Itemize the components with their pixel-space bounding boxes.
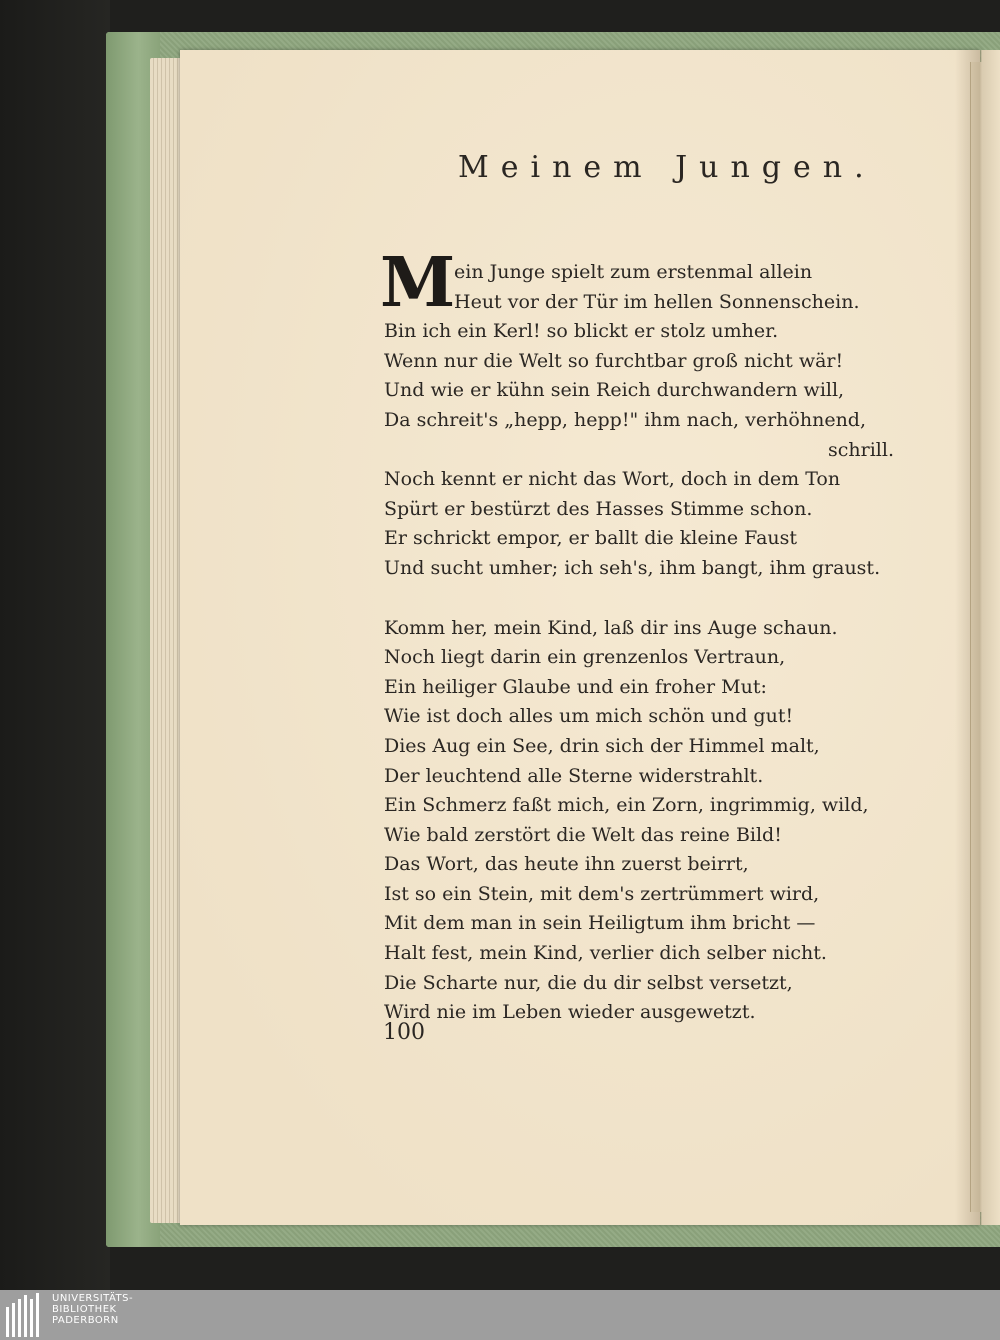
logo-line: BIBLIOTHEK [52,1304,117,1315]
poem-line: Spürt er bestürzt des Hasses Stimme schon. [384,497,813,520]
page-number: 100 [383,1020,425,1045]
poem-line: Heut vor der Tür im hellen Sonnenschein. [454,290,860,313]
poem-line: Ein Schmerz faßt mich, ein Zorn, ingrimmig, wild, [384,794,869,817]
poem-line: Wenn nur die Welt so furchtbar groß nicht wär! [384,349,844,372]
poem-line: Die Scharte nur, die du dir selbst versetzt, [384,971,793,994]
library-logo-icon [6,1293,46,1337]
poem-line: Dies Aug ein See, drin sich der Himmel malt, [384,734,820,757]
poem-line: Ein heiliger Glaube und ein froher Mut: [384,675,767,698]
poem-line: Komm her, mein Kind, laß dir ins Auge schaun. [384,616,838,639]
background [0,0,110,1290]
poem-line: Da schreit's „hepp, hepp!" ihm nach, verhöhnend, [384,408,867,431]
footer-bar [0,1290,1000,1340]
poem-line: Das Wort, das heute ihn zuerst beirrt, [384,853,749,876]
poem-line: Wie bald zerstört die Welt das reine Bild! [384,823,782,846]
poem-line: Noch liegt darin ein grenzenlos Vertraun, [384,646,786,669]
poem-line: ein Junge spielt zum erstenmal allein [454,261,813,283]
poem-line: Wird nie im Leben wieder ausgewetzt. [384,1001,756,1024]
page-gutter [955,50,1000,1225]
poem-line: Der leuchtend alle Sterne widerstrahlt. [384,764,764,787]
poem-line: Und wie er kühn sein Reich durchwandern will, [384,379,845,402]
poem-line: Wie ist doch alles um mich schön und gut! [384,705,794,728]
poem-line: Und sucht umher; ich seh's, ihm bangt, ihm graust. [384,556,881,579]
dropcap: M [380,243,456,323]
poem-line: Mit dem man in sein Heiligtum ihm bricht — [384,912,816,935]
poem-line: Ist so ein Stein, mit dem's zertrümmert wird, [384,882,820,905]
poem-line: Er schrickt empor, er ballt die kleine Faust [384,527,798,550]
page-title: Meinem Jungen. [458,150,876,185]
poem-line: Bin ich ein Kerl! so blickt er stolz umher. [384,320,779,343]
logo-line: UNIVERSITÄTS- [52,1293,134,1304]
library-logo-text [52,1293,133,1326]
poem-line: schrill. [828,438,894,461]
stanza-break [384,584,954,614]
poem-line: Noch kennt er nicht das Wort, doch in dem Ton [384,468,841,491]
logo-line: PADERBORN [52,1315,119,1326]
poem [380,243,954,1028]
poem-line: Halt fest, mein Kind, verlier dich selber nicht. [384,942,827,965]
